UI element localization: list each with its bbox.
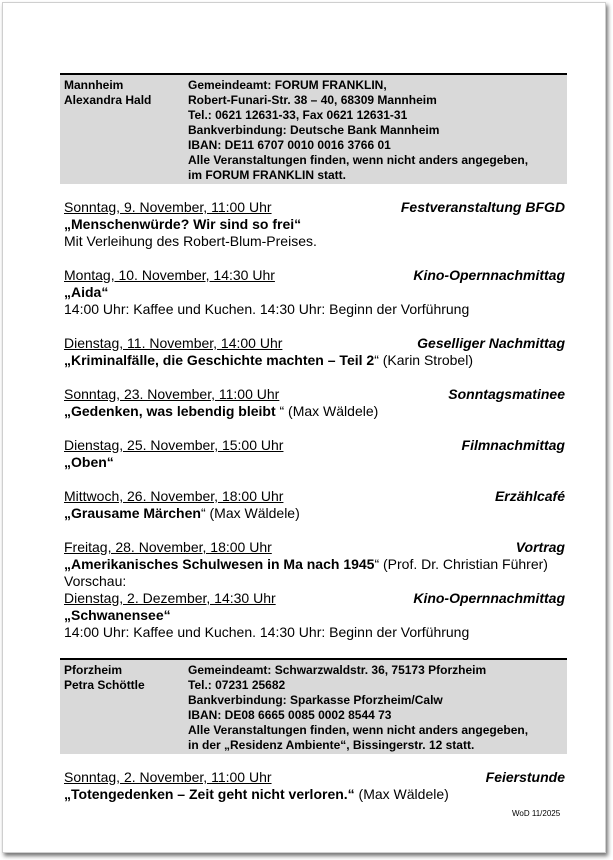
info-line: Alle Veranstaltungen finden, wenn nicht anders angegeben,: [188, 723, 529, 737]
event-date: Dienstag, 2. Dezember, 14:30 Uhr: [64, 590, 276, 606]
document-page: [2, 2, 606, 853]
event-title: „Kriminalfälle, die Geschichte machten – Teil 2: [64, 352, 375, 368]
event-category: Festveranstaltung BFGD: [400, 199, 565, 215]
event-entry: [64, 590, 565, 641]
event-category: Erzählcafé: [494, 488, 565, 504]
event-speaker: “ (Max Wäldele): [275, 403, 379, 419]
event-entry: [64, 769, 565, 803]
parish-info-box-pforzheim: [60, 658, 567, 754]
footer-code: WoD 11/2025: [512, 809, 561, 818]
event-title: „Menschenwürde? Wir sind so frei“: [64, 216, 302, 232]
event-title: „Amerikanisches Schulwesen in Ma nach 1945: [64, 556, 375, 572]
info-line: Tel.: 0621 12631-33, Fax 0621 12631-31: [188, 108, 408, 122]
event-date: Dienstag, 25. November, 15:00 Uhr: [64, 437, 284, 453]
event-category: Sonntagsmatinee: [448, 386, 565, 402]
event-date: Sonntag, 2. November, 11:00 Uhr: [64, 769, 272, 785]
event-title: „Schwanensee“: [64, 607, 171, 623]
event-entry: [64, 437, 565, 471]
event-date: Freitag, 28. November, 18:00 Uhr: [64, 539, 272, 555]
event-detail: Mit Verleihung des Robert-Blum-Preises.: [64, 233, 317, 249]
info-line: Alle Veranstaltungen finden, wenn nicht anders angegeben,: [188, 153, 529, 167]
parish-details: [188, 78, 567, 183]
parish-info-box-mannheim: [60, 73, 567, 184]
info-line: Robert-Funari-Str. 38 – 40, 68309 Mannheim: [188, 93, 437, 107]
event-title: „Aida“: [64, 284, 109, 300]
parish-contact: [64, 78, 184, 108]
event-category: Kino-Opernnachmittag: [413, 267, 565, 283]
info-line: IBAN: DE11 6707 0010 0016 3766 01: [188, 138, 391, 152]
event-speaker: “ (Prof. Dr. Christian Führer): [374, 556, 548, 572]
event-entry: [64, 488, 565, 522]
event-entry: [64, 539, 565, 590]
event-entry: [64, 199, 565, 250]
info-line: Bankverbindung: Deutsche Bank Mannheim: [188, 123, 440, 137]
event-title: „Gedenken, was lebendig bleibt: [64, 403, 276, 419]
event-date: Sonntag, 9. November, 11:00 Uhr: [64, 199, 272, 215]
parish-details: [188, 663, 567, 753]
event-speaker: “ (Karin Strobel): [374, 352, 473, 368]
preview-label: Vorschau:: [64, 573, 127, 589]
info-line: in der „Residenz Ambiente“, Bissingerstr. 12 statt.: [188, 738, 475, 752]
parish-contact-person: Petra Schöttle: [64, 678, 145, 692]
info-line: Gemeindeamt: FORUM FRANKLIN,: [188, 78, 387, 92]
event-date: Montag, 10. November, 14:30 Uhr: [64, 267, 275, 283]
event-title: „Oben“: [64, 454, 114, 470]
event-date: Mittwoch, 26. November, 18:00 Uhr: [64, 488, 284, 504]
event-category: Geselliger Nachmittag: [417, 335, 565, 351]
event-category: Feierstunde: [485, 769, 565, 785]
event-title: „Grausame Märchen: [64, 505, 201, 521]
event-date: Dienstag, 11. November, 14:00 Uhr: [64, 335, 283, 351]
event-detail: 14:00 Uhr: Kaffee und Kuchen. 14:30 Uhr: Beginn der Vorführung: [64, 624, 470, 640]
event-entry: [64, 335, 565, 369]
event-category: Filmnachmittag: [461, 437, 565, 453]
info-line: im FORUM FRANKLIN statt.: [188, 168, 346, 182]
event-entry: [64, 267, 565, 318]
event-speaker: (Max Wäldele): [354, 786, 449, 802]
event-category: Kino-Opernnachmittag: [413, 590, 565, 606]
event-title: „Totengedenken – Zeit geht nicht verloren.“: [64, 786, 355, 802]
parish-city: Pforzheim: [64, 663, 123, 677]
info-line: IBAN: DE08 6665 0085 0002 8544 73: [188, 708, 392, 722]
event-date: Sonntag, 23. November, 11:00 Uhr: [64, 386, 280, 402]
parish-contact-person: Alexandra Hald: [64, 93, 152, 107]
info-line: Gemeindeamt: Schwarzwaldstr. 36, 75173 Pforzheim: [188, 663, 487, 677]
info-line: Bankverbindung: Sparkasse Pforzheim/Calw: [188, 693, 443, 707]
info-line: Tel.: 07231 25682: [188, 678, 286, 692]
event-category: Vortrag: [515, 539, 565, 555]
event-entry: [64, 386, 565, 420]
parish-city: Mannheim: [64, 78, 124, 92]
event-detail: 14:00 Uhr: Kaffee und Kuchen. 14:30 Uhr: Beginn der Vorführung: [64, 301, 470, 317]
parish-contact: [64, 663, 184, 693]
event-speaker: “ (Max Wäldele): [200, 505, 300, 521]
